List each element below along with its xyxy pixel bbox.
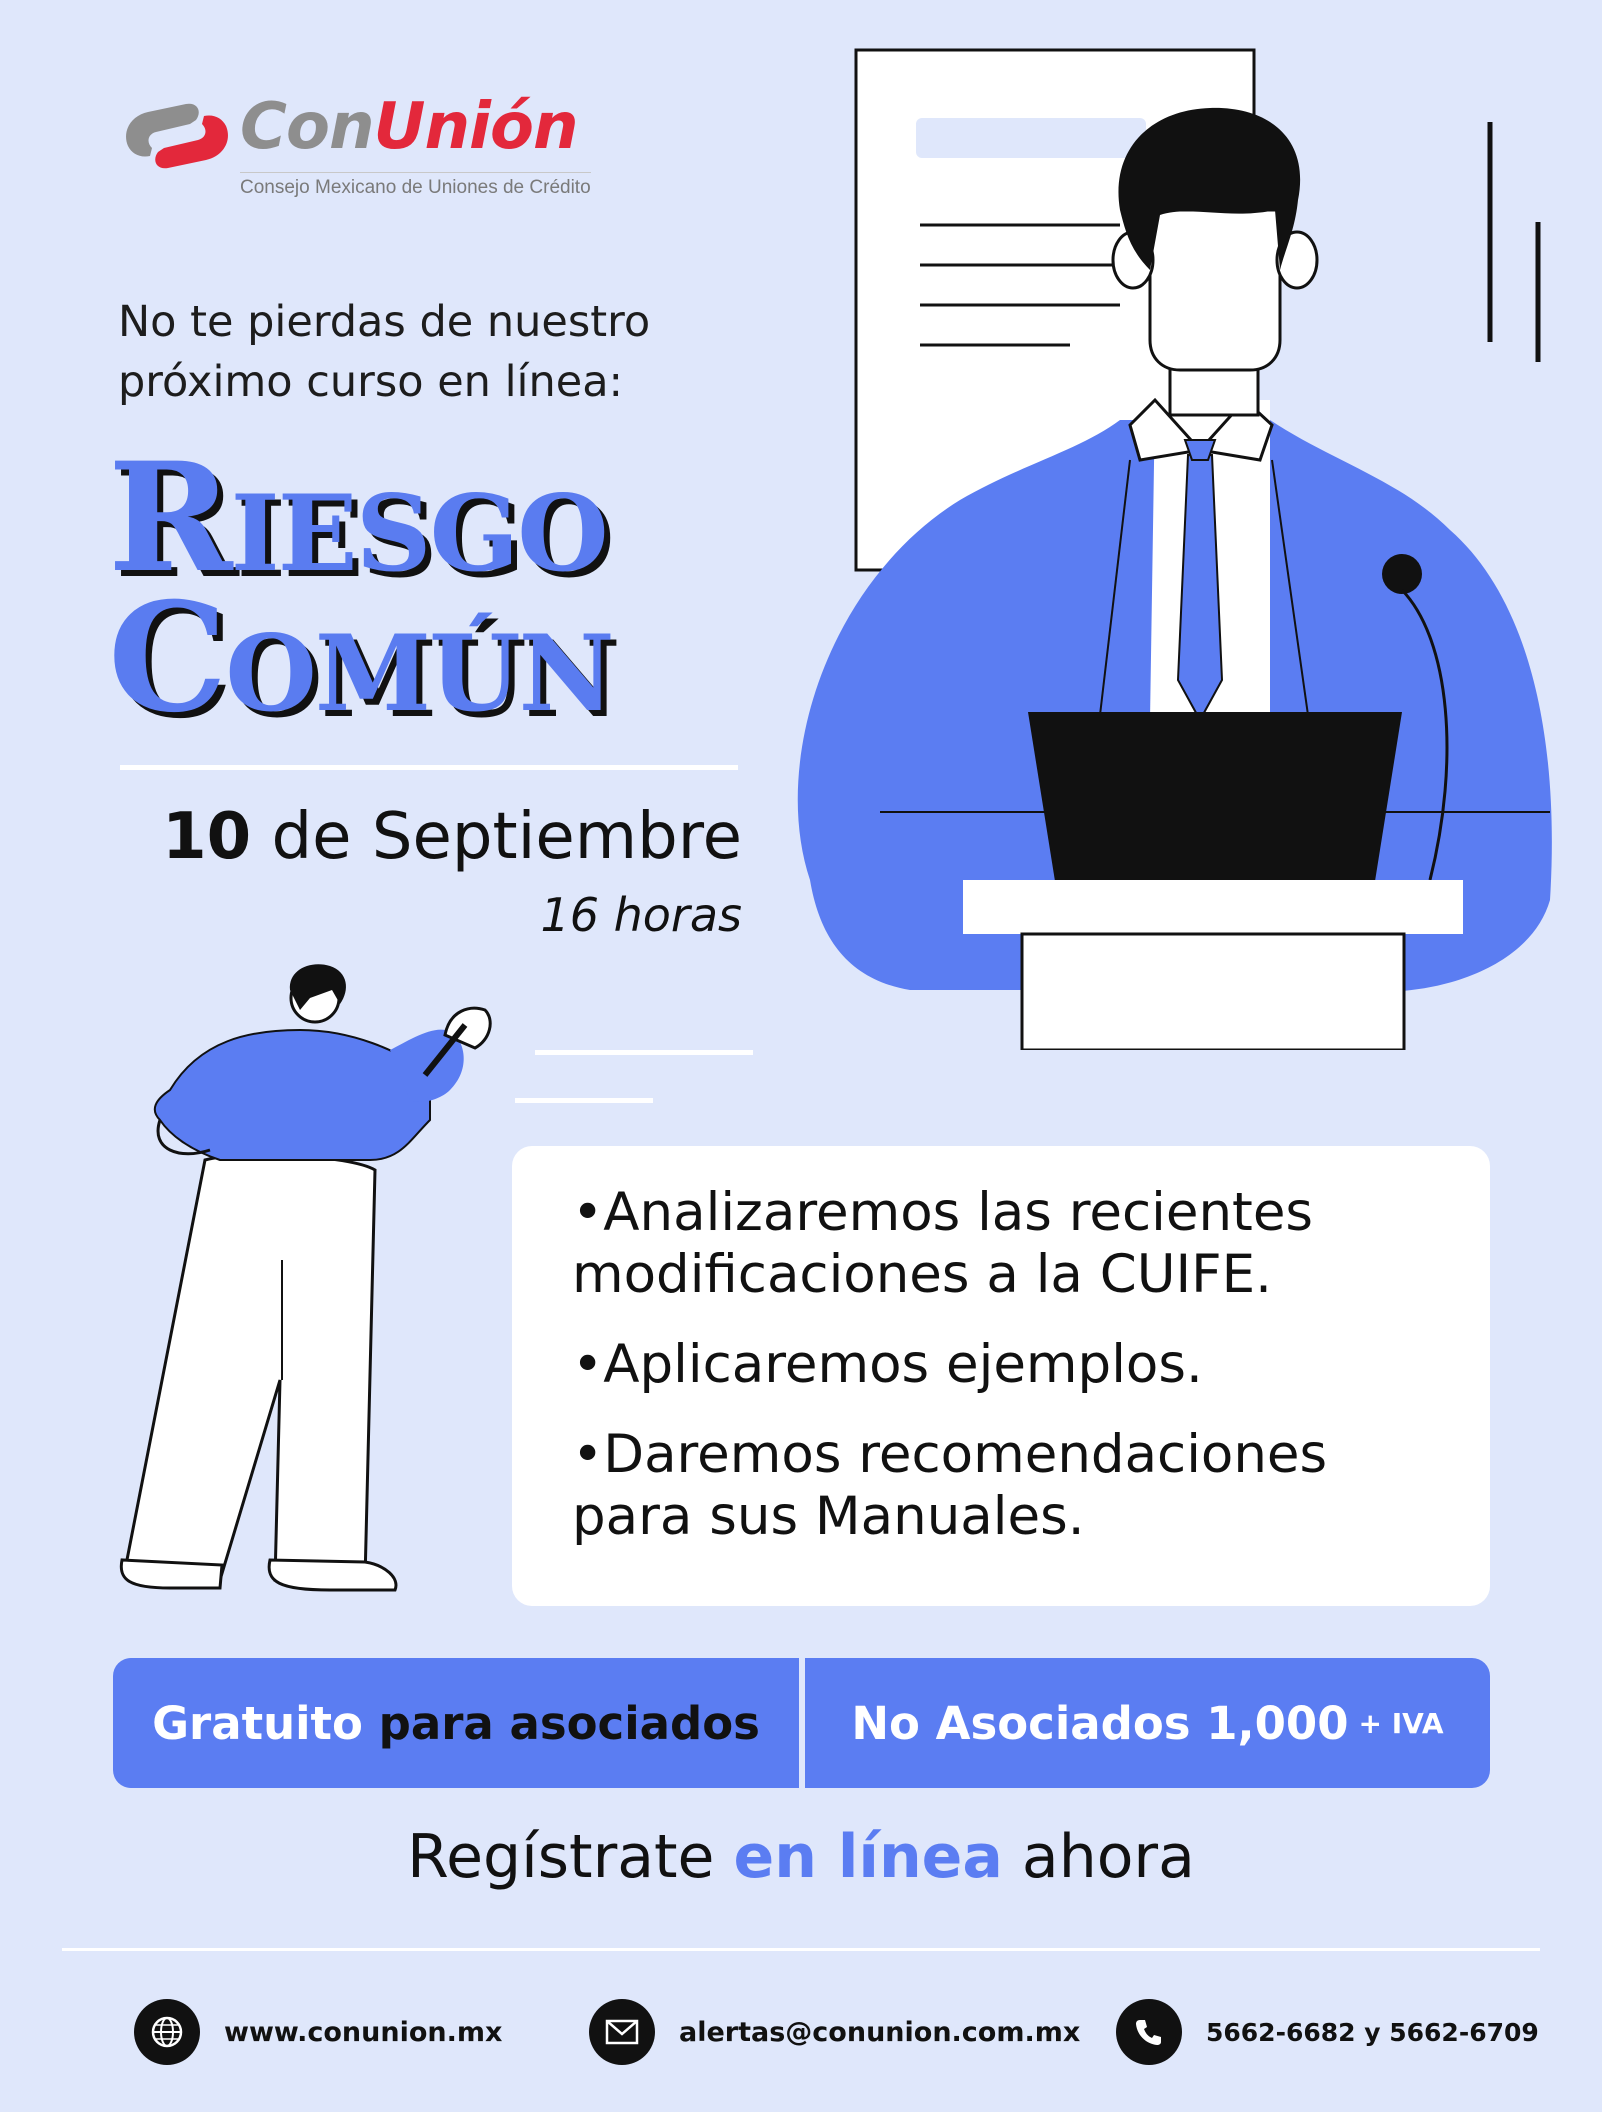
price-members-rest: para asociados — [362, 1696, 760, 1750]
price-nonmembers-iva: + IVA — [1358, 1706, 1444, 1740]
course-date-month: de Septiembre — [251, 800, 742, 874]
register-pre: Regístrate — [407, 1822, 734, 1892]
course-title-line-1: Riesgo — [108, 430, 607, 606]
topics-list — [512, 1146, 1490, 1548]
course-date-day: 10 — [162, 800, 252, 874]
price-nonmembers — [805, 1658, 1490, 1788]
topic-item: • Analizaremos las recientes modificaciones a la CUIFE. — [572, 1182, 1450, 1306]
intro-line-2: próximo curso en línea: — [118, 357, 624, 407]
price-members — [113, 1658, 799, 1788]
logo-name-union: Unión — [373, 90, 578, 164]
website-link[interactable]: www.conunion.mx — [224, 2016, 503, 2048]
course-date — [112, 800, 742, 874]
email-link[interactable]: alertas@conunion.com.mx — [679, 2016, 1081, 2048]
logo-tagline: Consejo Mexicano de Uniones de Crédito — [240, 172, 591, 199]
register-post: ahora — [1002, 1822, 1195, 1892]
contact-phone[interactable] — [1116, 1999, 1539, 2065]
course-time: 16 horas — [540, 888, 742, 942]
globe-icon — [134, 1999, 200, 2065]
contact-email[interactable] — [589, 1999, 1080, 2065]
decor-dash-2 — [515, 1098, 653, 1103]
title-divider — [120, 765, 738, 770]
register-accent[interactable]: en línea — [733, 1822, 1003, 1892]
register-cta[interactable] — [0, 1822, 1602, 1892]
phone-icon — [1116, 1999, 1182, 2065]
logo-wordmark — [240, 90, 578, 164]
envelope-icon — [589, 1999, 655, 2065]
pricing-bar — [113, 1658, 1490, 1788]
price-members-strong: Gratuito — [152, 1696, 363, 1750]
writer-illustration — [110, 960, 530, 1600]
topic-item: • Aplicaremos ejemplos. — [572, 1334, 1450, 1396]
logo-name-con: Con — [240, 90, 374, 164]
topic-item: • Daremos recomendaciones para sus Manuales. — [572, 1424, 1450, 1548]
price-nonmembers-amount: No Asociados 1,000 — [851, 1696, 1349, 1750]
chain-link-logo-icon — [122, 96, 232, 176]
phone-numbers[interactable]: 5662-6682 y 5662-6709 — [1206, 2017, 1539, 2047]
conunion-logo[interactable] — [122, 90, 591, 206]
intro-line-1: No te pierdas de nuestro — [118, 297, 651, 347]
course-title — [108, 430, 613, 746]
contact-website[interactable] — [134, 1999, 502, 2065]
intro-text — [118, 292, 758, 412]
footer-divider — [62, 1948, 1540, 1951]
decor-dash-1 — [535, 1050, 753, 1055]
speaker-illustration — [790, 40, 1602, 1050]
course-title-line-2: Común — [108, 570, 613, 746]
course-topics-card — [512, 1146, 1490, 1606]
